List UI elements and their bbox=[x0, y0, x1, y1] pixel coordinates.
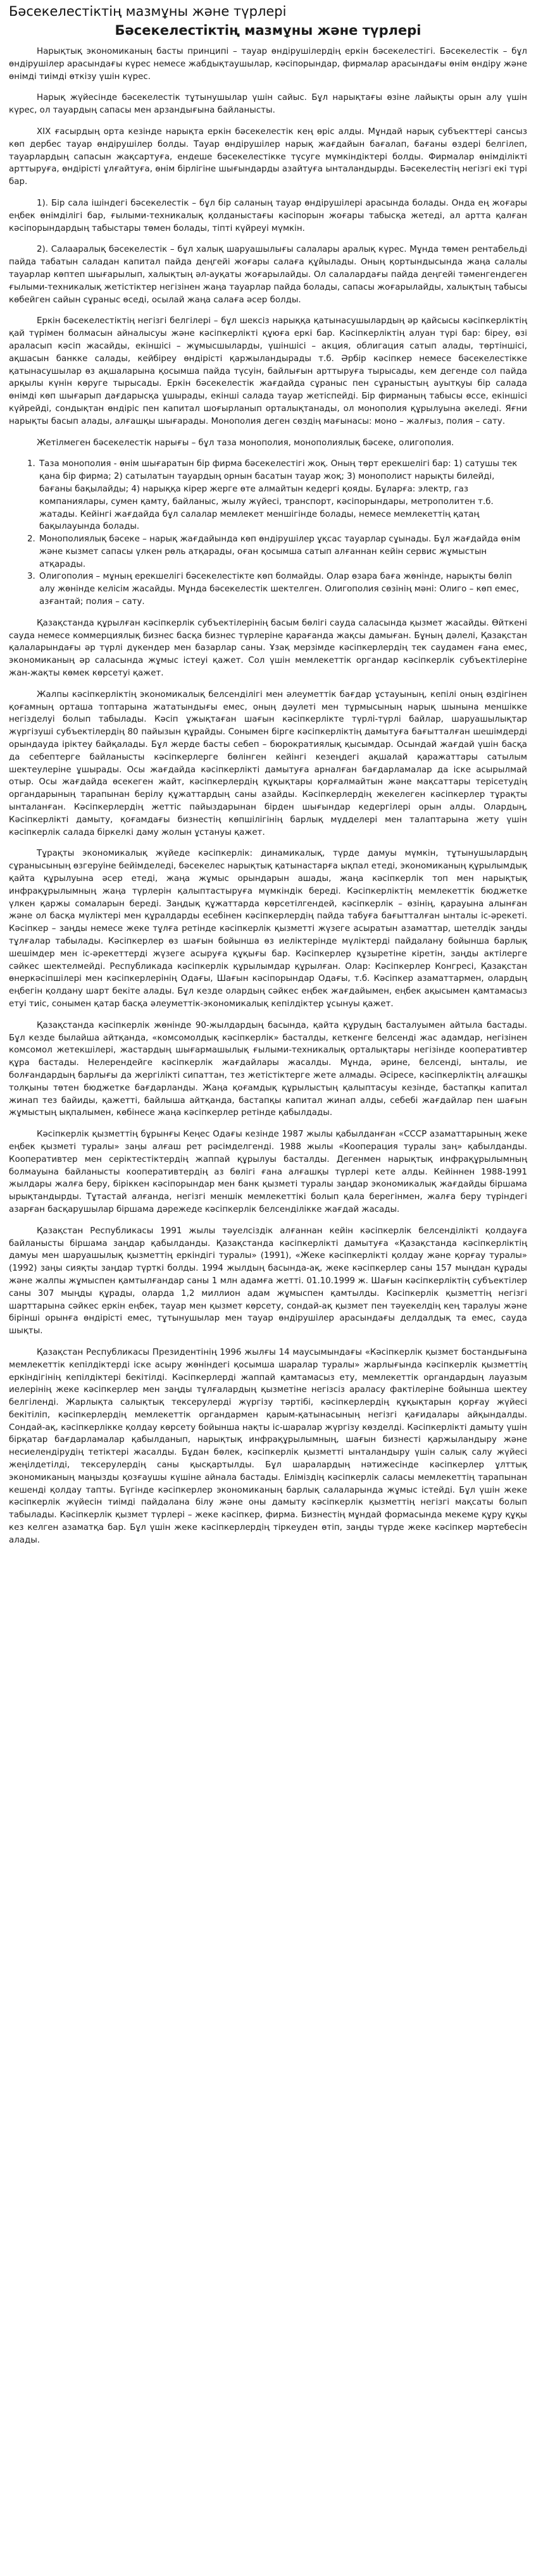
body-paragraph: Қазақстан Республикасы Президентінің 1996 жылғы 14 маусымындағы «Кәсіпкерлік қызмет бостандығына мемлекеттік кепілдіктерді іске асыру жөніндегі қосымша шаралар туралы» жарлығында кәсіпкерлік қызметтің еркіндігінің кепілдіктері бекітілді. Кәсіпкерлерді жаппай қамтамасыз ету, мемлекеттік органдардың лауазым иелерінің жеке кәсіпкерлер мен заңды тұлғалардың қызметіне негізсіз араласу фактілеріне бойынша шектеу белгіленді. Жарлықта салықтық тексерулерді жүргізу тәртібі, кәсіпкерлердің құқықтарын қорғау жүйесі бекітіліп, кәсіпкерлердің мемлекеттік органдармен қарым-қатынасының негізгі қағидалары айқындалды. Сондай-ақ, кәсіпкерлікке қолдау көрсету бойынша нақты іс-шаралар жүргізу көзделді. Кәсіпкерлікті дамыту үшін бірқатар бағдарламалар қабылданып, нарықтық инфрақұрылымның, шағын бизнесті қаржыландыру және несиелендірудің тетіктері жасалды. Бұдан бөлек, кәсіпкерлік қызметті ынталандыру үшін салық салу жүйесі жеңілдетілді, тексерулердің саны қысқартылды. Бұл шаралардың нәтижесінде кәсіпкерлер ұлттық экономиканың маңызды қозғаушы күшіне айнала бастады. Еліміздің кәсіпкерлік саласы мемлекеттің тарапынан кешенді қолдау тапты. Бүгінде кәсіпкерлер экономиканың барлық салаларында жұмыс істейді. Бұл үшін жеке кәсіпкерлік жүйесін тиімді пайдалана білу және оны дамыту кәсіпкерлік қызметтің негізгі мақсаты болып табылады. Кәсіпкерлік қызмет түрлері – жеке кәсіпкер, фирма. Бизнестің мұндай формасында мекеме құру құқы кез келген азаматқа бар. Бұл үшін жеке кәсіпкерлердің тіркеуден өтіп, заңды түрде жеке кәсіпкер мәртебесін алады. bbox=[9, 1347, 527, 1545]
body-paragraph: Тұрақты экономикалық жүйеде кәсіпкерлік: динамикалық, түрде дамуы мүмкін, тұтынушылардың сұранысының өзгеруіне бейімделеді, бәсекелес нарықтық қатынастарға ықпал етеді, экономиканың құрылымдық қайта құрылуына әсер етеді, жаңа жұмыс орындарын ашады, жаңа кәсіпкерлік топ мен нарықтық инфрақұрылымның жаңа түрлерін қалыптастыруға мүмкіндік береді. Кәсіпкерліктің мемлекеттік бюджетке үлкен қаржы сомаларын береді. Заңдық құжаттарда көрсетілгендей, кәсіпкерлік – өзінің, қарауына алынған және ол басқа мүліктері мен құралдарды есебінен кәсіпкерлердің пайда табуға бағытталған ынталы іс-әрекеті. Кәсіпкер – заңды немесе жеке тұлға ретінде кәсіпкерлік қызметті жүзеге асыратын азаматтар, шетелдік заңды тұлғалар табылады. Кәсіпкерлер өз шағын бойынша өз иеліктерінде мүліктерді пайдалану бойынша барлық шешімдер мен іс-әрекеттерді жүзеге асыруға құқығы бар. Кәсіпкерлер құзыретіне кіретін, заңды актілерге сәйкес шектелмейді. Республикада кәсіпкерлік құрылымдар құрылған. Олар: Кәсіпкерлер Конгресі, Қазақстан өнеркәсіпшілері мен кәсіпкерлерінің Одағы, Шағын кәсіпорындар Одағы, т.б. Кәсіпкер азаматтармен, олардың еңбегін қолдану шарт бекіте алады. Бұл кезде олардың сәйкес еңбек жағдайымен, еңбек ақысымен қамтамасыз етуі тиіс, сонымен қатар басқа әлеуметтік-экономикалық кепілдіктер ұсынуы қажет. bbox=[9, 849, 527, 1009]
body-paragraph: Жалпы кәсіпкерліктің экономикалық белсенділігі мен әлеуметтік бағдар ұстауының, кепілі оның өздігінен қоғамның орташа топтарына жататындығы емес, оның дәулеті мен тұрмысының нарық шынына меншікке негізделуі болып табылады. Кәсіп ұжықтаған шағын кәсіпкерлікте түрлі-түрлі байлар, шаруашылықтар жүргізуші субъектілердің 80 пайызын құрайды. Сонымен бірге кәсіпкерліктің дамытуға бағытталған шешімдерді орындауда іріктеу байқалады. Бұл жерде басты себеп – бюрократиялық қысымдар. Осындай жағдай үшін басқа да себептерге байланысты кәсіпкерлерге бөлінген кейінгі кезеңдегі ақшалай қаражаттары сатылым шектеулеріне ұшырады. Осы жағдайда кәсіпкерлікті дамытуға арналған бағдарламалар да іске асырылмай отыр. Осы жағдайда өсекеген жайт, кәсіпкерлердің құқықтары қорғалмайтын және мақсаттары терісетудің органдарының тарапынан берілу құжаттардың саны азайды. Кәсіпкерлердің жекелеген кәсіпкерлер тұрақты ынталанған. Кәсіпкерлердің жеттіс пайыздарынан бірден шығындар кедергілері орын алды. Олардың, Кәсіпкерлікті дамыту, қоғамдағы бизнестің көпшілігінің барлық мүдделері мен талаптарына жету үшін кәсіпкерлік салада біркелкі даму жолын ұстануы қажет. bbox=[9, 689, 527, 837]
list-item: 2. Монополиялық бәсеке – нарық жағдайында көп өндірушілер ұқсас тауарлар сұынады. Бұл жағдайда өнім және кызмет сапасы үлкен рөль атқарады, оған қосымша сатып алғаннан кейін сервис жұмыстын атқарады. bbox=[38, 533, 527, 570]
document-heading: Бәсекелестіктің мазмұны және түрлері bbox=[115, 23, 421, 38]
document-body bbox=[9, 46, 527, 1547]
competition-type-paragraph: 2). Салааралық бәсекелестік – бұл халық шаруашылығы салалары аралық күрес. Мұнда төмен рентабельді пайда табатын саладан капитал пайда деңгейі жоғары салаға құйылады. Оның қортындысында жаңа салалы тауарлар көптеп шығарылып, халықтың әл-ауқаты жоғарылайды. Ол салалардағы пайда деңгейі тәменгендеген ғылыми-техникалық жетістіктер негізінен жаңа тауарлар пайда болады, сапасы жоғарылайды, халықтың табысы көбейген сайын сұраныс өседі, осылай жаңа салаға әсер болды. bbox=[9, 245, 527, 305]
list-item: 1. Таза монополия - өнім шығаратын бір фирма бәсекелестігі жоқ. Оның төрт ерекшелігі бар: 1) сатушы тек қана бір фирма; 2) сатылатын тауардың орнын басатын тауар жоқ; 3) монополист нарықты билейді, бағаны бақылайды; 4) нарыққа кірер жерге өте алмайтын кедергі қояды. Бұларға: электр, газ компаниялары, сумен қамту, байланыс, жылу жүйесі, транспорт, кәсіпорындары, метрополитен т.б. жатады. Кейінгі жағдайда бұл салалар мемлекет меншігінде болады, немесе мемлекеттің қатаң бақылауында болады. bbox=[38, 458, 527, 533]
body-paragraph: XIX ғасырдың орта кезінде нарықта еркін бәсекелестік кең өріс алды. Мұндай нарық субъекттері сансыз көп дербес тауар өндірушілер болды. Тауар өндірушілер нарық жағдайын бағалап, бағаны өздері белгілеп, тауарлардың сапасын жақсартуға, ендеше бәсекелестікке түсуге мүмкіндіктері болды. Фирмалар өнімділікті арттыруға, өндірісті ұлғайтуға, өнім бірлігіне шығындарды азайтуға ынталандырды. Бәсекелестің негізгі екі түрі бар. bbox=[9, 126, 527, 187]
body-paragraph: Нарық жүйесінде бәсекелестік тұтынушылар үшін сайыс. Бұл нарықтағы өзіне лайықты орын алу үшін күрес, ол тауардың сапасы мен арзандығына байланысты. bbox=[9, 93, 527, 116]
body-paragraph: Жетілмеген бәсекелестік нарығы – бұл таза монополия, монополиялық бәсеке, олигополия. bbox=[37, 438, 454, 448]
market-types-list bbox=[9, 458, 527, 608]
body-paragraph: Кәсіпкерлік қызметтің бұрынғы Кеңес Одағы кезінде 1987 жылы қабылданған «СССР азаматтарының жеке еңбек қызметі туралы» заңы алғаш рет рәсімделгенді. 1988 жылы «Кооперация туралы заң» қабылданды. Кооперативтер мен серіктестіктердің жаппай құрылуы басталды. Дегенмен нарықтық инфрақұрылымның болмауына байланысты кооперативтердің аз бөлігі ғана алғашқы түрлері кете алды. Кейіннен 1988-1991 жылдары жалға беру, біріккен кәсіпорындар мен банк қызметі туралы заңдар экономикалық жағдайды біршама ырықтандырды. Тұтастай алғанда, негізгі меншік мемлекеттікі болып қала берегінмен, жалға беру түріндегі азарған басқарушылар біршама дәрежеде кәсіпкерлік белсенділікке жағдай жасады. bbox=[9, 1130, 527, 1214]
page-tab-title: Бәсекелестіктің мазмұны және түрлері bbox=[9, 4, 287, 19]
body-paragraph: Қазақстанда кәсіпкерлік жөнінде 90-жылдардың басында, қайта құрудың басталуымен айтыла бастады. Бұл кезде былайша айтқанда, «комсомолдық кәсіпкерлік» басталды, кеткенге белсенді жас адамдар, негізінен комсомол жетекшілері, жастардың шығармашылық ғылыми-техникалық орталықтары негізінде кооперативтер құра бастады. Нелерендейге кәсіпкерлік жағдайлары жасалды. Мұнда, әрине, белсенді, ынталы, ие болғандардың барлығы да жергілікті сипаттан, тез жетістіктерге жете алмады. Әсіресе, кәсіпкерліктің алғашқы толқыны төтен бюджетке бағдарланды. Жаңа қоғамдық құрылыстың қалыптасуы кезінде, бастапқы капитал жинап тез байиды, қажетті, байлыша айтқанда, бастапқы капитал жинап алды, себебі жағдайлар пен шағын жұмыстың ықпалымен, көбінесе жаңа кәсіпкерлер ретінде қабылдады. bbox=[9, 1020, 527, 1118]
competition-type-paragraph: 1). Бір сала ішіндегі бәсекелестік – бұл бір саланың тауар өндірушілері арасында болады. Онда ең жоғары еңбек өнімділігі бар, ғылыми-техникалық қолданыстағы кәсіпорын жоғары табысқа жетеді, ал артта қалған кәсіпорындардың табыстары төмен болады, тіпті күйреуі мүмкін. bbox=[9, 198, 527, 233]
body-paragraph: Қазақстан Республикасы 1991 жылы тәуелсіздік алғаннан кейін кәсіпкерлік белсенділікті қолдауға байланысты біршама заңдар қабылданды. Қазақстанда кәсіпкерлікті дамытуға «Қазақстанда кәсіпкерліктің дамуы мен шаруашылық қызметтің еркіндігі туралы» (1991), «Жеке кәсіпкерлікті қолдау және қорғау туралы» (1992) заңы сияқты заңдар түрткі болды. 1994 жылдың басында-ақ, жеке кәсіпкерлер саны 157 мыңдан құрады және жалпы жұмыспен қамтылғандар саны 1 млн адамға жетті. 01.10.1999 ж. Шағын кәсіпкерліктің субъектілер саны 307 мыңды құрады, оларда 1,2 миллион адам жұмыспен қамтылды. Кәсіпкерлік қызметтің негізгі шарттарына сәйкес еркін еңбек, тауар мен қызмет көрсету, сондай-ақ қызмет пен тәуекелдің кең таралуы және бірінші орынға өндірісті емес, тұтынушылар мен тауар өндірушілер арасындағы делдалдық та емес, сауда шықты. bbox=[9, 1226, 527, 1336]
intro-paragraph: Нарықтық экономиканың басты принципі – тауар өндірушілердің еркін бәсекелестігі. Бәсекелестік – бұл өндірушілер арасындағы күрес немесе жабдықтаушылар, кәсіпорындар, фирмалар арасындағы өнім өндіру және өнімді тиімді өткізу үшін күрес. bbox=[9, 47, 527, 82]
body-paragraph: Еркін бәсекелестіктің негізгі белгілері – бұл шексіз нарыққа қатынасушылардың әр қайсысы кәсіпкерліктің қай түрімен болмасын айналысуы және кәсіпкерлікті құюға еркі бар. Кәсіпкерліктің алуан түрі бар: біреу, өзі араласып кәсіп жасайды, екіншісі – жұмысшыларды, үшіншісі – акция, облигация сатып алады, төртіншісі, ақшасын банкке салады, кейбіреу өндірісті қаржыландырады т.б. Әрбір кәсіпкер немесе бәсекелестікке қатынасушылар өз ақшаларына қосымша пайда түсуін, байлығын арттыруға тырысады, кем дегенде сол пайда арқылы күнін көруге тырысады. Еркін бәсекелестік жағдайда сұраныс пен сұраныстың ауытқуы бір салада өнімді көп шығарып дағдарысқа ұшырады, екінші салада тауар жетіспейді. Бір фирманың табысы өссе, екіншісі күйрейді, сондықтан өндіріс пен капитал шоғырланып орталықтанады, ол монополия құрылуына әкеледі. Яғни нарықты басып алады, алғашқы шығарады. Монополия деген сөздің мағынасы: моно – жалғыз, полия – сату. bbox=[9, 316, 527, 426]
list-item: 3. Олигополия – мұның ерекшелігі бәсекелестікте көп болмайды. Олар өзара баға жөнінде, нарықты бөліп алу жөнінде келісім жасайды. Мұнда бәсекелестік шектелген. Олигополия сөзінің мәні: Олиго – көп емес, азғантай; полия – сату. bbox=[38, 570, 527, 608]
body-paragraph: Қазақстанда құрылған кәсіпкерлік субъектілерінің басым бөлігі сауда саласында қызмет жасайды. Өйткені сауда немесе коммерциялық бизнес басқа бизнес түрлеріне қарағанда жақсы дамыған. Бұның дәлелі, Қазақстан қалаларындағы әр түрлі дүкендер мен базарлар саны. Ұзақ мерзімде кәсіпкерлердің тек саудамен ғана емес, экономиканың әр саласында жұмыс істеуі қажет. Сол үшін мемлекеттік органдар кәсіпкерлік субъектілеріне жан-жақты көмек көрсетуі қажет. bbox=[9, 618, 527, 679]
